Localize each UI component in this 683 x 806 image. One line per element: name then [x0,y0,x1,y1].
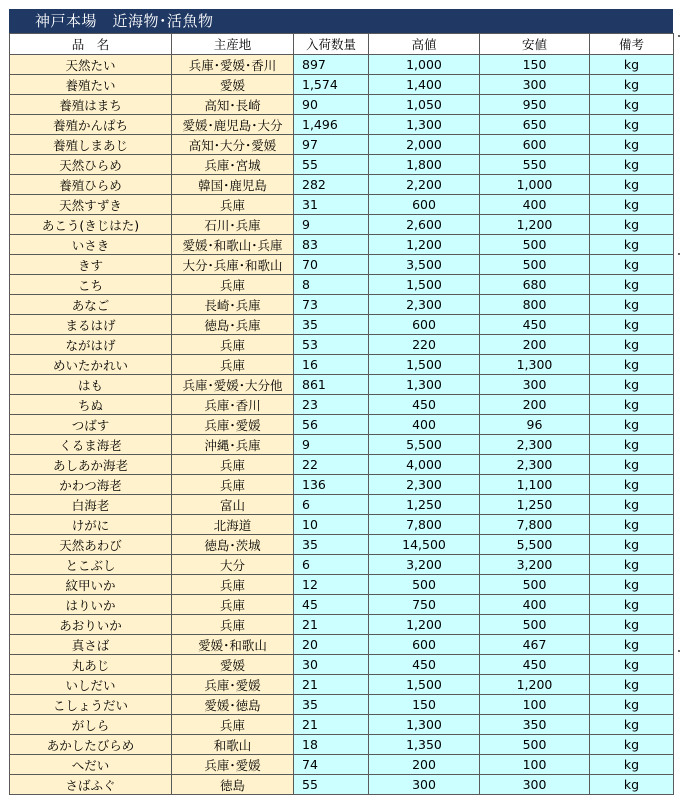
cell-origin: 愛媛･鹿児島･大分 [172,115,294,135]
cell-quantity: 97 [294,135,369,155]
table-header-row [10,34,674,55]
cell-quantity: 35 [294,695,369,715]
cell-remarks: kg [590,375,674,395]
cell-low-price: 1,100 [480,475,590,495]
cell-low-price: 100 [480,695,590,715]
cell-origin: 兵庫 [172,195,294,215]
table-row [10,635,674,655]
cell-low-price: 2,300 [480,455,590,475]
table-row [10,395,674,415]
cell-remarks: kg [590,675,674,695]
cell-name: かわつ海老 [10,475,172,495]
edge-mark [678,253,680,255]
cell-origin: 沖縄･兵庫 [172,435,294,455]
cell-origin: 兵庫 [172,575,294,595]
cell-name: 養殖はまち [10,95,172,115]
table-row [10,355,674,375]
cell-origin: 兵庫･宮城 [172,155,294,175]
cell-low-price: 550 [480,155,590,175]
cell-low-price: 450 [480,655,590,675]
cell-name: きす [10,255,172,275]
cell-quantity: 31 [294,195,369,215]
cell-low-price: 450 [480,315,590,335]
cell-quantity: 74 [294,755,369,775]
cell-remarks: kg [590,175,674,195]
cell-low-price: 650 [480,115,590,135]
cell-name: まるはげ [10,315,172,335]
cell-quantity: 897 [294,55,369,75]
cell-quantity: 12 [294,575,369,595]
cell-name: くるま海老 [10,435,172,455]
table-row [10,555,674,575]
cell-high-price: 7,800 [369,515,480,535]
cell-high-price: 400 [369,415,480,435]
table-row [10,495,674,515]
cell-high-price: 220 [369,335,480,355]
cell-high-price: 300 [369,775,480,795]
cell-high-price: 1,300 [369,715,480,735]
cell-quantity: 9 [294,215,369,235]
cell-high-price: 3,200 [369,555,480,575]
cell-origin: 韓国･鹿児島 [172,175,294,195]
cell-low-price: 500 [480,255,590,275]
cell-high-price: 1,050 [369,95,480,115]
table-row [10,315,674,335]
cell-name: 養殖かんぱち [10,115,172,135]
table-row [10,215,674,235]
cell-high-price: 600 [369,315,480,335]
cell-remarks: kg [590,435,674,455]
table-row [10,695,674,715]
cell-origin: 兵庫 [172,275,294,295]
table-row [10,295,674,315]
cell-remarks: kg [590,155,674,175]
table-row [10,255,674,275]
cell-high-price: 2,300 [369,475,480,495]
cell-quantity: 21 [294,715,369,735]
cell-name: あこう(きじはた) [10,215,172,235]
cell-high-price: 14,500 [369,535,480,555]
cell-low-price: 300 [480,775,590,795]
table-row [10,755,674,775]
cell-origin: 北海道 [172,515,294,535]
table-row [10,335,674,355]
table-row [10,715,674,735]
cell-high-price: 1,200 [369,615,480,635]
cell-name: がしら [10,715,172,735]
cell-remarks: kg [590,635,674,655]
cell-high-price: 2,200 [369,175,480,195]
cell-quantity: 22 [294,455,369,475]
cell-origin: 愛媛･和歌山 [172,635,294,655]
cell-origin: 兵庫･愛媛 [172,755,294,775]
cell-name: こしょうだい [10,695,172,715]
cell-name: 紋甲いか [10,575,172,595]
table-row [10,375,674,395]
cell-quantity: 6 [294,495,369,515]
cell-name: 養殖たい [10,75,172,95]
cell-name: ながはげ [10,335,172,355]
cell-low-price: 500 [480,615,590,635]
cell-remarks: kg [590,135,674,155]
edge-mark [678,35,680,37]
cell-origin: 徳島･兵庫 [172,315,294,335]
cell-quantity: 20 [294,635,369,655]
cell-origin: 愛媛 [172,655,294,675]
cell-low-price: 950 [480,95,590,115]
cell-name: あなご [10,295,172,315]
cell-quantity: 16 [294,355,369,375]
cell-low-price: 200 [480,335,590,355]
cell-low-price: 2,300 [480,435,590,455]
cell-origin: 大分･兵庫･和歌山 [172,255,294,275]
cell-quantity: 90 [294,95,369,115]
table-row [10,435,674,455]
column-header-low-price: 安値 [480,34,590,55]
cell-quantity: 23 [294,395,369,415]
cell-name: へだい [10,755,172,775]
cell-quantity: 83 [294,235,369,255]
cell-name: あしあか海老 [10,455,172,475]
cell-remarks: kg [590,515,674,535]
cell-high-price: 450 [369,655,480,675]
column-header-high-price: 高値 [369,34,480,55]
cell-low-price: 96 [480,415,590,435]
cell-remarks: kg [590,215,674,235]
edge-mark [678,650,680,652]
table-row [10,515,674,535]
cell-name: さばふぐ [10,775,172,795]
cell-remarks: kg [590,735,674,755]
cell-remarks: kg [590,715,674,735]
cell-remarks: kg [590,355,674,375]
cell-remarks: kg [590,415,674,435]
cell-name: はりいか [10,595,172,615]
cell-origin: 兵庫･愛媛 [172,415,294,435]
cell-low-price: 467 [480,635,590,655]
cell-remarks: kg [590,615,674,635]
table-row [10,55,674,75]
table-row [10,675,674,695]
cell-high-price: 1,500 [369,275,480,295]
cell-name: つばす [10,415,172,435]
cell-high-price: 500 [369,575,480,595]
cell-low-price: 300 [480,75,590,95]
cell-origin: 大分 [172,555,294,575]
cell-name: 白海老 [10,495,172,515]
cell-remarks: kg [590,755,674,775]
cell-high-price: 1,500 [369,355,480,375]
column-header-remarks: 備考 [590,34,674,55]
cell-origin: 愛媛･徳島 [172,695,294,715]
cell-origin: 愛媛･和歌山･兵庫 [172,235,294,255]
cell-high-price: 2,300 [369,295,480,315]
cell-remarks: kg [590,595,674,615]
cell-name: めいたかれい [10,355,172,375]
cell-remarks: kg [590,75,674,95]
cell-remarks: kg [590,455,674,475]
column-header-origin: 主産地 [172,34,294,55]
cell-name: こち [10,275,172,295]
cell-quantity: 136 [294,475,369,495]
cell-origin: 兵庫･愛媛 [172,675,294,695]
cell-quantity: 73 [294,295,369,315]
table-row [10,75,674,95]
cell-quantity: 53 [294,335,369,355]
cell-name: あかしたびらめ [10,735,172,755]
cell-high-price: 600 [369,195,480,215]
cell-origin: 愛媛 [172,75,294,95]
table-row [10,415,674,435]
cell-remarks: kg [590,495,674,515]
cell-high-price: 1,200 [369,235,480,255]
cell-high-price: 4,000 [369,455,480,475]
cell-name: はも [10,375,172,395]
cell-high-price: 1,000 [369,55,480,75]
cell-name: ちぬ [10,395,172,415]
cell-low-price: 1,300 [480,355,590,375]
cell-remarks: kg [590,235,674,255]
column-header-name: 品 名 [10,34,172,55]
cell-quantity: 10 [294,515,369,535]
table-row [10,655,674,675]
market-price-table [9,33,674,795]
cell-low-price: 300 [480,375,590,395]
cell-quantity: 8 [294,275,369,295]
cell-name: いしだい [10,675,172,695]
cell-quantity: 30 [294,655,369,675]
cell-quantity: 70 [294,255,369,275]
cell-origin: 兵庫 [172,475,294,495]
cell-name: あおりいか [10,615,172,635]
cell-origin: 石川･兵庫 [172,215,294,235]
cell-quantity: 1,574 [294,75,369,95]
cell-quantity: 21 [294,615,369,635]
cell-origin: 兵庫･香川 [172,395,294,415]
cell-name: 養殖しまあじ [10,135,172,155]
cell-origin: 和歌山 [172,735,294,755]
cell-remarks: kg [590,275,674,295]
cell-low-price: 200 [480,395,590,415]
cell-high-price: 5,500 [369,435,480,455]
cell-origin: 徳島･茨城 [172,535,294,555]
table-row [10,455,674,475]
cell-low-price: 1,200 [480,215,590,235]
cell-origin: 兵庫 [172,335,294,355]
cell-remarks: kg [590,395,674,415]
cell-remarks: kg [590,775,674,795]
cell-remarks: kg [590,295,674,315]
cell-origin: 高知･大分･愛媛 [172,135,294,155]
cell-high-price: 600 [369,635,480,655]
cell-name: 天然たい [10,55,172,75]
table-row [10,475,674,495]
cell-quantity: 861 [294,375,369,395]
cell-quantity: 18 [294,735,369,755]
cell-quantity: 9 [294,435,369,455]
cell-high-price: 450 [369,395,480,415]
table-row [10,575,674,595]
cell-low-price: 500 [480,735,590,755]
cell-low-price: 5,500 [480,535,590,555]
cell-origin: 高知･長崎 [172,95,294,115]
cell-origin: 兵庫 [172,715,294,735]
cell-origin: 兵庫 [172,455,294,475]
table-row [10,195,674,215]
table-row [10,155,674,175]
cell-remarks: kg [590,575,674,595]
cell-low-price: 800 [480,295,590,315]
cell-high-price: 1,350 [369,735,480,755]
cell-high-price: 1,250 [369,495,480,515]
cell-low-price: 150 [480,55,590,75]
cell-quantity: 35 [294,535,369,555]
cell-low-price: 1,000 [480,175,590,195]
cell-origin: 兵庫 [172,355,294,375]
table-row [10,535,674,555]
cell-low-price: 1,200 [480,675,590,695]
cell-high-price: 3,500 [369,255,480,275]
cell-low-price: 400 [480,195,590,215]
cell-high-price: 1,400 [369,75,480,95]
cell-name: 天然あわび [10,535,172,555]
cell-remarks: kg [590,95,674,115]
cell-quantity: 45 [294,595,369,615]
table-row [10,275,674,295]
cell-low-price: 500 [480,235,590,255]
cell-origin: 長崎･兵庫 [172,295,294,315]
cell-name: いさき [10,235,172,255]
cell-high-price: 2,000 [369,135,480,155]
cell-name: 天然ひらめ [10,155,172,175]
cell-low-price: 100 [480,755,590,775]
cell-quantity: 6 [294,555,369,575]
table-row [10,115,674,135]
cell-low-price: 500 [480,575,590,595]
cell-high-price: 1,800 [369,155,480,175]
cell-remarks: kg [590,655,674,675]
cell-name: 真さば [10,635,172,655]
table-row [10,175,674,195]
table-row [10,775,674,795]
cell-quantity: 21 [294,675,369,695]
cell-quantity: 56 [294,415,369,435]
cell-remarks: kg [590,475,674,495]
cell-quantity: 35 [294,315,369,335]
cell-high-price: 150 [369,695,480,715]
cell-low-price: 400 [480,595,590,615]
table-row [10,135,674,155]
cell-low-price: 7,800 [480,515,590,535]
cell-remarks: kg [590,115,674,135]
cell-origin: 兵庫 [172,595,294,615]
page-title: 神戸本場 近海物･活魚物 [9,9,673,33]
cell-origin: 兵庫･愛媛･大分他 [172,375,294,395]
cell-remarks: kg [590,255,674,275]
cell-high-price: 2,600 [369,215,480,235]
column-header-quantity: 入荷数量 [294,34,369,55]
cell-quantity: 55 [294,775,369,795]
cell-remarks: kg [590,195,674,215]
cell-remarks: kg [590,315,674,335]
cell-remarks: kg [590,55,674,75]
cell-quantity: 282 [294,175,369,195]
cell-low-price: 600 [480,135,590,155]
cell-remarks: kg [590,555,674,575]
cell-high-price: 200 [369,755,480,775]
cell-quantity: 55 [294,155,369,175]
cell-origin: 徳島 [172,775,294,795]
cell-remarks: kg [590,695,674,715]
cell-name: けがに [10,515,172,535]
cell-high-price: 1,300 [369,115,480,135]
table-row [10,235,674,255]
cell-name: 丸あじ [10,655,172,675]
cell-origin: 富山 [172,495,294,515]
cell-high-price: 750 [369,595,480,615]
cell-remarks: kg [590,535,674,555]
table-row [10,735,674,755]
cell-high-price: 1,300 [369,375,480,395]
cell-name: 養殖ひらめ [10,175,172,195]
cell-name: とこぶし [10,555,172,575]
table-row [10,595,674,615]
table-row [10,95,674,115]
cell-origin: 兵庫 [172,615,294,635]
cell-low-price: 1,250 [480,495,590,515]
cell-remarks: kg [590,335,674,355]
cell-low-price: 680 [480,275,590,295]
cell-name: 天然すずき [10,195,172,215]
cell-low-price: 350 [480,715,590,735]
table-row [10,615,674,635]
cell-origin: 兵庫･愛媛･香川 [172,55,294,75]
cell-quantity: 1,496 [294,115,369,135]
table-body [10,55,674,795]
cell-low-price: 3,200 [480,555,590,575]
cell-high-price: 1,500 [369,675,480,695]
